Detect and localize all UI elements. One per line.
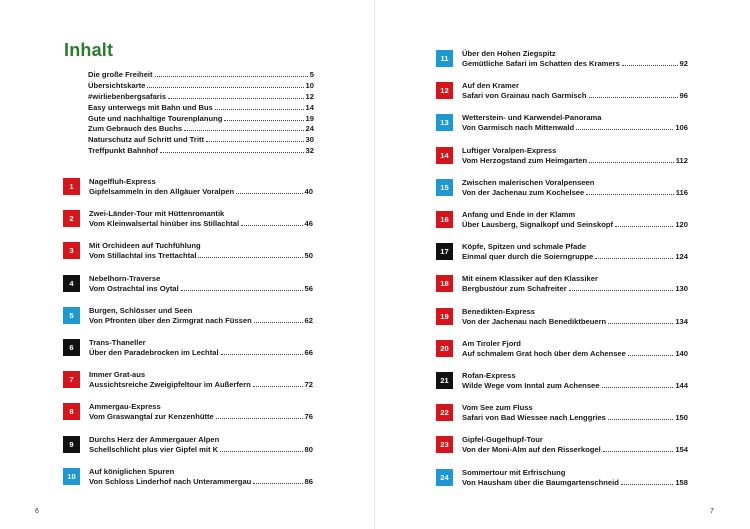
dot-leader bbox=[155, 70, 308, 77]
tour-page: 76 bbox=[304, 412, 313, 422]
tour-entry[interactable] bbox=[436, 404, 688, 426]
tour-subtitle: Auf schmalem Grat hoch über dem Achensee bbox=[462, 348, 626, 358]
intro-entry-title: #wirliebenbergsafaris bbox=[88, 91, 167, 101]
tour-entry[interactable] bbox=[63, 210, 313, 232]
dot-leader bbox=[608, 317, 673, 324]
tour-subtitle: Safari von Bad Wiessee nach Lenggries bbox=[462, 413, 606, 423]
tour-page: 40 bbox=[304, 187, 313, 196]
tour-number-badge: 1 bbox=[63, 178, 80, 195]
tour-entry[interactable] bbox=[63, 178, 313, 200]
tour-number-badge: 24 bbox=[436, 469, 453, 486]
tour-title: Zwei-Länder-Tour mit Hüttenromantik bbox=[89, 209, 225, 219]
tour-subtitle-line bbox=[462, 478, 688, 487]
dot-leader bbox=[595, 252, 673, 259]
tour-subtitle: Über den Paradebrocken im Lechtal bbox=[89, 348, 219, 357]
tour-page: 62 bbox=[304, 315, 313, 325]
book-gutter bbox=[374, 0, 375, 529]
tour-title: Zwischen malerischen Voralpenseen bbox=[462, 177, 595, 187]
tour-title: Anfang und Ende in der Klamm bbox=[462, 210, 576, 219]
dot-leader bbox=[602, 381, 674, 388]
tour-subtitle: Vom Kleinwalsertal hinüber ins Stillachtal bbox=[89, 219, 240, 229]
tour-entry[interactable] bbox=[63, 339, 313, 361]
tour-page: 56 bbox=[304, 283, 313, 293]
tour-number-badge: 6 bbox=[63, 339, 80, 356]
intro-entry-title: Treffpunkt Bahnhof bbox=[88, 146, 159, 156]
intro-entry[interactable] bbox=[88, 114, 314, 125]
dot-leader bbox=[241, 219, 302, 226]
intro-entry-page: 24 bbox=[305, 124, 314, 134]
dot-leader bbox=[603, 445, 674, 452]
tour-page: 86 bbox=[304, 476, 313, 486]
tour-entry[interactable] bbox=[436, 114, 688, 136]
tour-subtitle-line bbox=[462, 317, 688, 326]
tour-title: Trans-Thaneller bbox=[89, 338, 146, 347]
tour-subtitle: Von der Moni-Alm auf den Risserkogel bbox=[462, 445, 601, 455]
tour-subtitle: Von der Jachenau nach Benediktbeuern bbox=[462, 316, 607, 326]
tour-page: 80 bbox=[304, 444, 313, 454]
tour-entry[interactable] bbox=[63, 242, 313, 264]
intro-entry-page: 12 bbox=[305, 91, 314, 101]
tour-page: 140 bbox=[675, 348, 688, 358]
page-number-right: 7 bbox=[710, 508, 714, 515]
tour-page: 92 bbox=[679, 59, 688, 68]
tour-title: Rofan-Express bbox=[462, 371, 516, 380]
intro-entry-page: 14 bbox=[305, 102, 314, 112]
tour-subtitle-line bbox=[462, 188, 688, 197]
intro-entry-page: 30 bbox=[305, 135, 314, 145]
dot-leader bbox=[576, 123, 673, 130]
tour-title: Wetterstein- und Karwendel-Panorama bbox=[462, 113, 602, 123]
tour-page: 50 bbox=[304, 251, 313, 261]
dot-leader bbox=[147, 81, 303, 88]
tour-entry[interactable] bbox=[436, 469, 688, 491]
tour-number-badge: 13 bbox=[436, 114, 453, 131]
tour-page: 158 bbox=[675, 477, 688, 487]
tour-subtitle: Vom Ostrachtal ins Oytal bbox=[89, 283, 179, 293]
tour-subtitle-line bbox=[89, 251, 313, 260]
tour-page: 120 bbox=[675, 220, 688, 229]
tour-subtitle: Vom Stillachtal ins Trettachtal bbox=[89, 251, 197, 261]
tour-title: Benedikten-Express bbox=[462, 306, 536, 316]
tour-number-badge: 7 bbox=[63, 371, 80, 388]
tour-page: 124 bbox=[675, 252, 688, 262]
intro-entry-title: Naturschutz auf Schritt und Tritt bbox=[88, 135, 205, 145]
dot-leader bbox=[168, 92, 303, 99]
intro-entry-title: Die große Freiheit bbox=[88, 70, 153, 79]
tour-subtitle: Von der Jachenau zum Kochelsee bbox=[462, 187, 585, 197]
intro-entry-page: 19 bbox=[305, 113, 314, 123]
tour-title: Auf den Kramer bbox=[462, 81, 519, 91]
tour-page: 150 bbox=[675, 413, 688, 423]
tour-subtitle-line bbox=[462, 220, 688, 229]
tour-page: 112 bbox=[675, 155, 688, 165]
tour-subtitle: Safari von Grainau nach Garmisch bbox=[462, 91, 587, 101]
intro-entry[interactable] bbox=[88, 103, 314, 114]
dot-leader bbox=[622, 59, 678, 66]
tour-number-badge: 9 bbox=[63, 436, 80, 453]
tour-page: 96 bbox=[679, 91, 688, 101]
tour-entry[interactable] bbox=[63, 436, 313, 458]
tour-subtitle-line bbox=[462, 156, 688, 165]
tour-subtitle: Von Hausham über die Baumgartenschneid bbox=[462, 477, 619, 487]
tour-entry[interactable] bbox=[63, 403, 313, 425]
dot-leader bbox=[586, 188, 673, 195]
tour-entry[interactable] bbox=[63, 307, 313, 329]
tour-subtitle: Aussichtsreiche Zweigipfeltour im Außerfern bbox=[89, 380, 251, 390]
tour-subtitle: Schellschlicht plus vier Gipfel mit K bbox=[89, 444, 219, 454]
tour-subtitle-line bbox=[89, 187, 313, 196]
tour-subtitle: Von Pfronten über den Zirmgrat nach Füssen bbox=[89, 315, 252, 325]
tour-title: Gipfel-Gugelhupf-Tour bbox=[462, 435, 543, 445]
tour-page: 144 bbox=[675, 381, 688, 390]
intro-entry-page: 5 bbox=[309, 70, 314, 79]
tour-title: Durchs Herz der Ammergauer Alpen bbox=[89, 434, 220, 444]
tour-entry[interactable] bbox=[63, 371, 313, 393]
dot-leader bbox=[181, 284, 303, 291]
tour-page: 106 bbox=[675, 123, 688, 133]
tour-subtitle-line bbox=[462, 349, 688, 358]
tour-entry[interactable] bbox=[436, 179, 688, 201]
tour-title: Immer Grat-aus bbox=[89, 370, 146, 380]
tour-number-badge: 11 bbox=[436, 50, 453, 67]
tour-subtitle: Über Lausberg, Signalkopf und Seinskopf bbox=[462, 220, 614, 229]
dot-leader bbox=[198, 251, 302, 258]
tour-entry[interactable] bbox=[436, 372, 688, 394]
tour-subtitle: Bergbustour zum Schafreiter bbox=[462, 284, 567, 294]
tour-page: 154 bbox=[675, 445, 688, 455]
tour-entry[interactable] bbox=[436, 243, 688, 265]
tour-title: Vom See zum Fluss bbox=[462, 403, 533, 413]
dot-leader bbox=[236, 187, 302, 194]
dot-leader bbox=[224, 114, 303, 121]
tour-entry[interactable] bbox=[436, 82, 688, 104]
dot-leader bbox=[184, 124, 303, 131]
tour-subtitle-line bbox=[89, 412, 313, 421]
intro-entry[interactable] bbox=[88, 135, 314, 146]
tour-subtitle-line bbox=[462, 59, 688, 68]
dot-leader bbox=[589, 91, 678, 98]
intro-entry[interactable] bbox=[88, 146, 314, 157]
tour-title: Auf königlichen Spuren bbox=[89, 466, 175, 476]
dot-leader bbox=[220, 445, 302, 452]
intro-entry[interactable] bbox=[88, 124, 314, 135]
tour-number-badge: 19 bbox=[436, 308, 453, 325]
tour-title: Am Tiroler Fjord bbox=[462, 338, 521, 348]
tour-subtitle-line bbox=[89, 219, 313, 228]
tour-page: 72 bbox=[304, 380, 313, 390]
tour-subtitle-line bbox=[462, 252, 688, 261]
tour-entry[interactable] bbox=[436, 340, 688, 362]
page-title: Inhalt bbox=[64, 40, 114, 60]
tour-title: Mit Orchideen auf Tuchfühlung bbox=[89, 241, 201, 251]
tour-number-badge: 17 bbox=[436, 243, 453, 260]
intro-entry-title: Gute und nachhaltige Tourenplanung bbox=[88, 113, 223, 123]
tour-entry[interactable] bbox=[436, 211, 688, 233]
tour-number-badge: 14 bbox=[436, 147, 453, 164]
dot-leader bbox=[206, 135, 304, 142]
tour-subtitle-line bbox=[89, 348, 313, 357]
tour-title: Nebelhorn-Traverse bbox=[89, 273, 161, 283]
tour-subtitle-line bbox=[89, 445, 313, 454]
dot-leader bbox=[589, 156, 674, 163]
tour-subtitle: Vom Graswangtal zur Kenzenhütte bbox=[89, 412, 214, 422]
tour-title: Ammergau-Express bbox=[89, 402, 161, 412]
tour-subtitle-line bbox=[462, 381, 688, 390]
dot-leader bbox=[253, 477, 302, 484]
tour-title: Mit einem Klassiker auf den Klassiker bbox=[462, 274, 598, 284]
tour-title: Sommertour mit Erfrischung bbox=[462, 467, 566, 477]
tour-number-badge: 10 bbox=[63, 468, 80, 485]
tour-title: Burgen, Schlösser und Seen bbox=[89, 305, 193, 315]
dot-leader bbox=[628, 349, 673, 356]
intro-entry-title: Easy unterwegs mit Bahn und Bus bbox=[88, 102, 213, 112]
tour-subtitle: Gemütliche Safari im Schatten des Kramers bbox=[462, 59, 620, 68]
tour-subtitle-line bbox=[462, 284, 688, 293]
tour-entry[interactable] bbox=[436, 275, 688, 297]
tour-subtitle-line bbox=[462, 413, 688, 422]
dot-leader bbox=[621, 478, 673, 485]
tour-entry[interactable] bbox=[436, 308, 688, 330]
tour-number-badge: 23 bbox=[436, 436, 453, 453]
page-number-left: 6 bbox=[35, 508, 39, 515]
tour-subtitle-line bbox=[89, 284, 313, 293]
tour-subtitle-line bbox=[462, 91, 688, 100]
tour-entry[interactable] bbox=[63, 468, 313, 490]
tour-page: 116 bbox=[675, 187, 688, 197]
intro-entry-page: 10 bbox=[305, 80, 314, 90]
tour-subtitle-line bbox=[89, 316, 313, 325]
tour-entry[interactable] bbox=[436, 436, 688, 458]
tour-number-badge: 5 bbox=[63, 307, 80, 324]
tour-subtitle: Einmal quer durch die Soierngruppe bbox=[462, 252, 594, 262]
tour-page: 66 bbox=[304, 348, 313, 357]
tour-subtitle: Wilde Wege vom Inntal zum Achensee bbox=[462, 381, 600, 390]
intro-entry-title: Zum Gebrauch des Buchs bbox=[88, 124, 183, 134]
tour-number-badge: 3 bbox=[63, 242, 80, 259]
intro-entry[interactable] bbox=[88, 70, 314, 81]
tour-subtitle-line bbox=[462, 445, 688, 454]
tour-subtitle: Gipfelsammeln in den Allgäuer Voralpen bbox=[89, 187, 235, 196]
tour-page: 46 bbox=[304, 219, 313, 229]
tour-number-badge: 18 bbox=[436, 275, 453, 292]
tour-number-badge: 8 bbox=[63, 403, 80, 420]
intro-entry[interactable] bbox=[88, 81, 314, 92]
intro-entry-page: 32 bbox=[305, 146, 314, 156]
tour-entry[interactable] bbox=[436, 147, 688, 169]
tour-page: 134 bbox=[675, 316, 688, 326]
dot-leader bbox=[254, 316, 303, 323]
tour-subtitle: Vom Herzogstand zum Heimgarten bbox=[462, 155, 588, 165]
tour-number-badge: 15 bbox=[436, 179, 453, 196]
tour-number-badge: 4 bbox=[63, 275, 80, 292]
tour-title: Über den Hohen Ziegspitz bbox=[462, 49, 556, 58]
intro-entry[interactable] bbox=[88, 92, 314, 103]
tour-title: Köpfe, Spitzen und schmale Pfade bbox=[462, 242, 587, 252]
dot-leader bbox=[608, 413, 673, 420]
intro-entry-title: Übersichtskarte bbox=[88, 80, 146, 90]
dot-leader bbox=[215, 103, 304, 110]
tour-subtitle-line bbox=[89, 477, 313, 486]
tour-page: 130 bbox=[675, 284, 688, 294]
intro-contents-list bbox=[88, 70, 314, 157]
dot-leader bbox=[569, 284, 674, 291]
dot-leader bbox=[160, 146, 304, 153]
tour-number-badge: 20 bbox=[436, 340, 453, 357]
tour-number-badge: 2 bbox=[63, 210, 80, 227]
tour-title: Luftiger Voralpen-Express bbox=[462, 145, 557, 155]
dot-leader bbox=[253, 380, 303, 387]
tour-number-badge: 21 bbox=[436, 372, 453, 389]
dot-leader bbox=[615, 220, 673, 227]
tour-subtitle-line bbox=[89, 380, 313, 389]
dot-leader bbox=[221, 348, 303, 355]
tour-subtitle: Von Garmisch nach Mittenwald bbox=[462, 123, 575, 133]
tour-subtitle: Von Schloss Linderhof nach Unterammergau bbox=[89, 476, 252, 486]
tour-subtitle-line bbox=[462, 123, 688, 132]
tour-number-badge: 22 bbox=[436, 404, 453, 421]
tour-entry[interactable] bbox=[63, 275, 313, 297]
tour-number-badge: 12 bbox=[436, 82, 453, 99]
dot-leader bbox=[216, 412, 303, 419]
tour-number-badge: 16 bbox=[436, 211, 453, 228]
tour-entry[interactable] bbox=[436, 50, 688, 72]
tour-title: Nagelfluh-Express bbox=[89, 177, 156, 186]
